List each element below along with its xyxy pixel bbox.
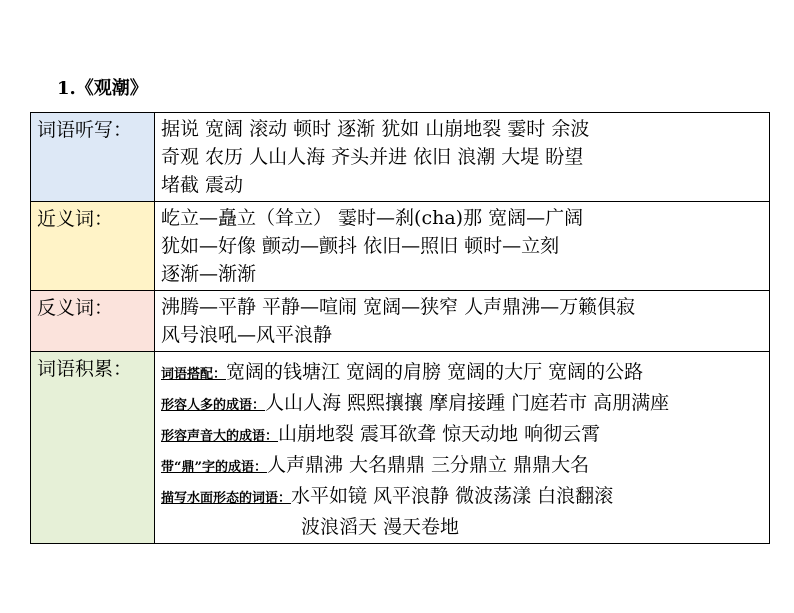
dictation-line: 据说 宽阔 滚动 顿时 逐渐 犹如 山崩地裂 霎时 余波 xyxy=(161,118,590,140)
antonym-line: 沸腾—平静 平静—喧闹 宽阔—狭窄 人声鼎沸—万籁俱寂 xyxy=(161,296,636,318)
category-label: 带“鼎”字的成语： xyxy=(161,460,267,475)
antonym-words xyxy=(155,291,770,352)
accumulation-entry xyxy=(161,358,765,389)
accumulation-entry xyxy=(161,389,765,420)
category-label: 描写水面形态的词语： xyxy=(161,491,292,506)
accumulation-entry xyxy=(161,451,765,482)
dictation-words xyxy=(155,113,770,202)
category-label: 形容人多的成语： xyxy=(161,398,266,413)
category-words: 水平如镜 风平浪静 微波荡漾 白浪翻滚 xyxy=(291,485,614,507)
antonym-line: 风号浪吼—风平浪静 xyxy=(161,324,333,346)
label-dictation: 词语听写： xyxy=(31,113,155,202)
accumulation-entry xyxy=(161,482,765,513)
synonym-words xyxy=(155,202,770,291)
dictation-line: 奇观 农历 人山人海 齐头并进 依旧 浪潮 大堤 盼望 xyxy=(161,146,584,168)
category-label: 形容声音大的成语： xyxy=(161,429,279,444)
section-title: 1.《观潮》 xyxy=(57,78,148,99)
category-words: 人声鼎沸 大名鼎鼎 三分鼎立 鼎鼎大名 xyxy=(266,454,590,476)
label-synonyms: 近义词： xyxy=(31,202,155,291)
synonym-line: 屹立—矗立（耸立） 霎时—刹(cha)那 宽阔—广阔 xyxy=(161,207,584,229)
category-label: 词语搭配： xyxy=(161,367,227,382)
dictation-line: 堵截 震动 xyxy=(161,174,244,196)
category-words: 宽阔的钱塘江 宽阔的肩膀 宽阔的大厅 宽阔的公路 xyxy=(226,361,644,383)
vocabulary-table xyxy=(30,112,770,544)
category-words: 人山人海 熙熙攘攘 摩肩接踵 门庭若市 高朋满座 xyxy=(265,392,670,414)
row-antonyms xyxy=(31,291,770,352)
row-synonyms xyxy=(31,202,770,291)
category-words: 山崩地裂 震耳欲聋 惊天动地 响彻云霄 xyxy=(278,423,601,445)
label-antonyms: 反义词： xyxy=(31,291,155,352)
accumulation-words xyxy=(155,352,770,544)
synonym-line: 逐渐—渐渐 xyxy=(161,263,257,285)
accumulation-continuation: 波浪滔天 漫天卷地 xyxy=(301,516,460,538)
label-accumulation: 词语积累： xyxy=(31,352,155,544)
synonym-line: 犹如—好像 颤动—颤抖 依旧—照旧 顿时—立刻 xyxy=(161,235,560,257)
accumulation-entry xyxy=(161,420,765,451)
row-accumulation xyxy=(31,352,770,544)
row-dictation xyxy=(31,113,770,202)
